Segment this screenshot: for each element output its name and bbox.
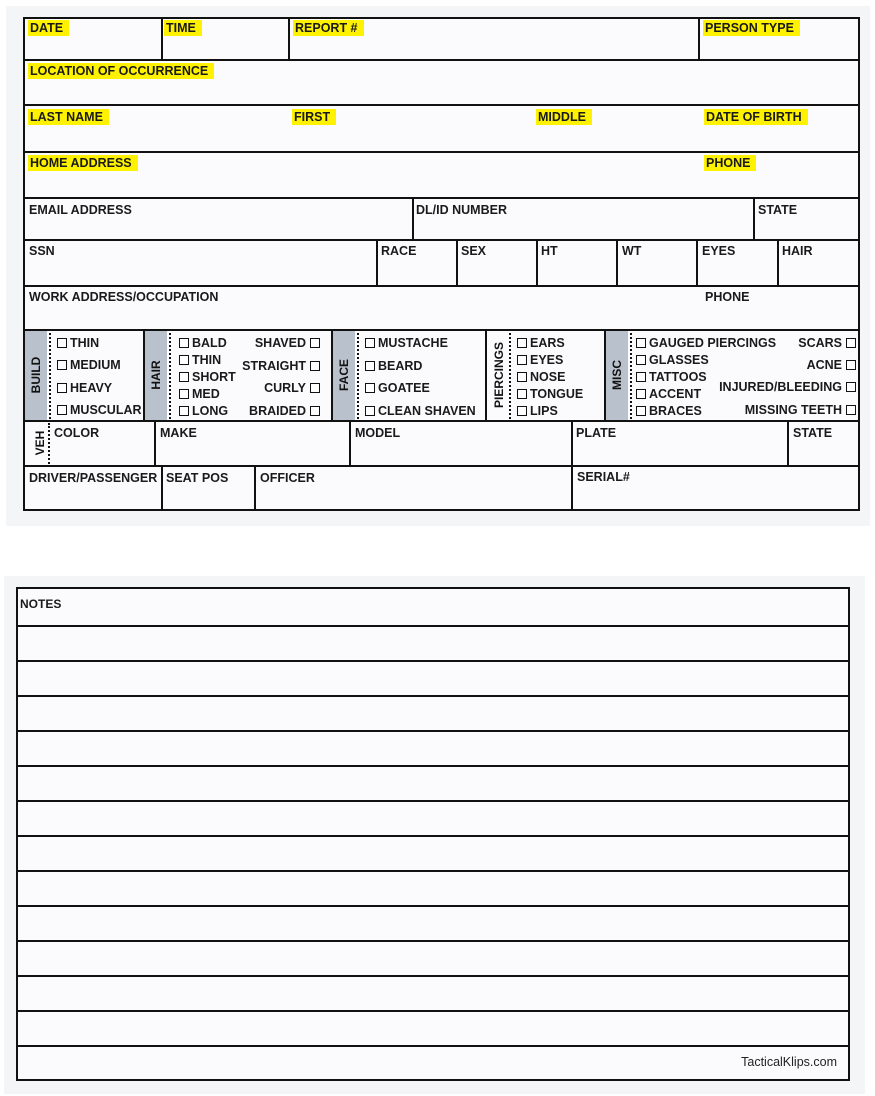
hair-section-label: HAIR: [149, 360, 163, 390]
rule: [23, 104, 860, 106]
piercings-section-label: PIERCINGS: [492, 342, 506, 409]
time-label: TIME: [164, 20, 199, 36]
misc-glasses-checkbox[interactable]: GLASSES: [636, 353, 709, 368]
notes-line: [18, 1045, 850, 1047]
notes-line: [18, 730, 850, 732]
dotted-divider: [169, 333, 171, 419]
dl-id-field[interactable]: DL/ID NUMBER: [416, 203, 507, 217]
divider: [485, 329, 487, 421]
misc-gauged-piercings-checkbox[interactable]: GAUGED PIERCINGS: [636, 336, 776, 351]
divider: [787, 420, 789, 466]
notes-line: [18, 625, 850, 627]
piercing-lips-checkbox[interactable]: LIPS: [517, 404, 558, 419]
last-name-field[interactable]: [28, 110, 106, 125]
dotted-divider: [48, 423, 50, 464]
hair-med-checkbox[interactable]: MED: [179, 387, 220, 402]
ssn-field[interactable]: SSN: [29, 244, 55, 258]
rule: [23, 420, 860, 422]
vehicle-model-field[interactable]: MODEL: [355, 426, 401, 440]
hair-short-checkbox[interactable]: SHORT: [179, 370, 236, 385]
notes-line: [18, 870, 850, 872]
first-name-label: FIRST: [292, 109, 333, 125]
build-heavy-checkbox[interactable]: HEAVY: [57, 381, 112, 396]
misc-tattoos-checkbox[interactable]: TATTOOS: [636, 370, 707, 385]
divider: [154, 420, 156, 466]
divider: [161, 17, 163, 60]
last-name-label: LAST NAME: [28, 109, 106, 125]
notes-line: [18, 835, 850, 837]
serial-number-field[interactable]: SERIAL#: [577, 470, 630, 484]
date-field[interactable]: [28, 21, 66, 36]
state-field[interactable]: STATE: [758, 203, 798, 217]
rule: [23, 239, 860, 241]
report-number-label: REPORT #: [293, 20, 361, 36]
divider: [288, 17, 290, 60]
rule: [23, 285, 860, 287]
report-number-field[interactable]: [293, 21, 361, 36]
notes-line: [18, 660, 850, 662]
divider: [349, 420, 351, 466]
notes-line: [18, 975, 850, 977]
hair-braided-checkbox[interactable]: BRAIDED: [249, 404, 320, 419]
misc-injured-bleeding-checkbox[interactable]: INJURED/BLEEDING: [719, 380, 856, 395]
work-address-field[interactable]: WORK ADDRESS/OCCUPATION: [29, 290, 219, 304]
weight-field[interactable]: WT: [622, 244, 642, 258]
notes-line: [18, 1010, 850, 1012]
middle-name-field[interactable]: [536, 110, 589, 125]
face-goatee-checkbox[interactable]: GOATEE: [365, 381, 430, 396]
notes-line: [18, 940, 850, 942]
misc-accent-checkbox[interactable]: ACCENT: [636, 387, 701, 402]
divider: [161, 465, 163, 511]
vehicle-state-field[interactable]: STATE: [793, 426, 833, 440]
hair-curly-checkbox[interactable]: CURLY: [264, 381, 320, 396]
driver-passenger-field[interactable]: DRIVER/PASSENGER: [29, 471, 158, 485]
divider: [698, 17, 700, 60]
seat-position-field[interactable]: SEAT POS: [166, 471, 229, 485]
notes-line: [18, 905, 850, 907]
misc-missing-teeth-checkbox[interactable]: MISSING TEETH: [745, 403, 856, 418]
divider: [696, 239, 698, 286]
face-section-label: FACE: [337, 359, 351, 392]
email-field[interactable]: EMAIL ADDRESS: [29, 203, 132, 217]
piercing-tongue-checkbox[interactable]: TONGUE: [517, 387, 583, 402]
divider: [412, 197, 414, 240]
notes-line: [18, 800, 850, 802]
divider: [536, 239, 538, 286]
dotted-divider: [357, 333, 359, 419]
face-mustache-checkbox[interactable]: MUSTACHE: [365, 336, 448, 351]
rule: [23, 59, 860, 61]
build-thin-checkbox[interactable]: THIN: [57, 336, 99, 351]
home-address-field[interactable]: [28, 156, 135, 171]
hair-long-checkbox[interactable]: LONG: [179, 404, 228, 419]
piercing-nose-checkbox[interactable]: NOSE: [517, 370, 565, 385]
height-field[interactable]: HT: [541, 244, 558, 258]
phone-label: PHONE: [704, 155, 753, 171]
hair-thin-checkbox[interactable]: THIN: [179, 353, 221, 368]
divider: [753, 197, 755, 240]
notes-line: [18, 695, 850, 697]
piercing-ears-checkbox[interactable]: EARS: [517, 336, 565, 351]
phone-field[interactable]: [704, 156, 753, 171]
race-field[interactable]: RACE: [381, 244, 417, 258]
piercing-eyes-checkbox[interactable]: EYES: [517, 353, 563, 368]
location-field[interactable]: [28, 64, 211, 79]
location-label: LOCATION OF OCCURRENCE: [28, 63, 211, 79]
notes-line: [18, 765, 850, 767]
face-clean-shaven-checkbox[interactable]: CLEAN SHAVEN: [365, 404, 476, 419]
misc-acne-checkbox[interactable]: ACNE: [807, 358, 856, 373]
dotted-divider: [49, 333, 51, 419]
rule: [23, 197, 860, 199]
build-section-label: BUILD: [29, 356, 43, 394]
divider: [376, 239, 378, 286]
date-label: DATE: [28, 20, 66, 36]
divider: [777, 239, 779, 286]
middle-name-label: MIDDLE: [536, 109, 589, 125]
person-type-field[interactable]: [703, 21, 797, 36]
officer-field[interactable]: OFFICER: [260, 471, 315, 485]
eyes-field[interactable]: EYES: [702, 244, 736, 258]
dob-field[interactable]: [704, 110, 805, 125]
build-medium-checkbox[interactable]: MEDIUM: [57, 358, 121, 373]
brand-text: TacticalKlips.com: [741, 1055, 837, 1069]
hair-bald-checkbox[interactable]: BALD: [179, 336, 227, 351]
dotted-divider: [630, 333, 632, 419]
vehicle-make-field[interactable]: MAKE: [160, 426, 197, 440]
divider: [571, 420, 573, 511]
build-muscular-checkbox[interactable]: MUSCULAR: [57, 403, 142, 418]
misc-section-label: MISC: [610, 360, 624, 390]
dob-label: DATE OF BIRTH: [704, 109, 805, 125]
divider: [456, 239, 458, 286]
sex-field[interactable]: SEX: [461, 244, 487, 258]
face-beard-checkbox[interactable]: BEARD: [365, 359, 422, 374]
hair-straight-checkbox[interactable]: STRAIGHT: [242, 359, 320, 374]
first-name-field[interactable]: [292, 110, 333, 125]
hair-color-field[interactable]: HAIR: [782, 244, 813, 258]
rule: [23, 465, 860, 467]
misc-braces-checkbox[interactable]: BRACES: [636, 404, 702, 419]
person-type-label: PERSON TYPE: [703, 20, 797, 36]
home-address-label: HOME ADDRESS: [28, 155, 135, 171]
divider: [616, 239, 618, 286]
dotted-divider: [509, 333, 511, 419]
notes-label: NOTES: [20, 597, 62, 611]
work-phone-field[interactable]: PHONE: [705, 290, 750, 304]
divider: [254, 465, 256, 511]
time-field[interactable]: [164, 21, 199, 36]
rule: [23, 151, 860, 153]
vehicle-color-field[interactable]: COLOR: [54, 426, 100, 440]
front-form-frame: [23, 17, 860, 511]
misc-scars-checkbox[interactable]: SCARS: [798, 336, 856, 351]
hair-shaved-checkbox[interactable]: SHAVED: [255, 336, 320, 351]
vehicle-section-label: VEH: [33, 430, 47, 456]
vehicle-plate-field[interactable]: PLATE: [576, 426, 617, 440]
